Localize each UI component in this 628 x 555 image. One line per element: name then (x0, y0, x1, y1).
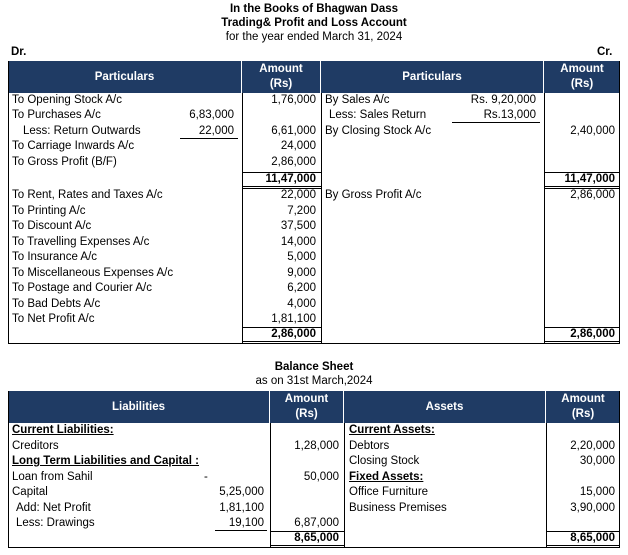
trading-title: In the Books of Bhagwan Dass (229, 3, 399, 15)
bs-left-amount: 1,28,000 (294, 439, 339, 452)
bs-right-label: Office Furniture (349, 486, 429, 498)
bs-left-label: Current Liabilities: (12, 424, 114, 436)
trading-right-label: By Closing Stock A/c (325, 124, 432, 137)
pl-left-label: To Bad Debts A/c (12, 297, 101, 310)
bs-left-label: Capital (12, 486, 48, 498)
pl-left-amount: 22,000 (280, 189, 316, 201)
bs-left-amount: 50,000 (303, 470, 339, 483)
trading-left-amount: 6,61,000 (271, 124, 316, 137)
pl-left-label: To Discount A/c (12, 220, 92, 232)
bs-left-label: Creditors (12, 439, 59, 452)
bs-right-label: Debtors (349, 439, 390, 452)
bs-right-label: Fixed Assets: (349, 470, 424, 483)
bs-left-sub: 5,25,000 (219, 486, 264, 498)
bs-right-amount: 3,90,000 (570, 501, 615, 514)
trading-period: for the year ended March 31, 2024 (225, 31, 403, 43)
pl-left-amount: 7,200 (287, 204, 316, 217)
bs-left-label: Loan from Sahil (12, 470, 93, 483)
bs-left-amount: 6,87,000 (294, 517, 339, 529)
pl-right-amount: 2,86,000 (570, 189, 615, 201)
pl-left-label: To Net Profit A/c (12, 313, 95, 325)
pl-left-amount: 14,000 (280, 235, 316, 248)
trading-right-sub: Rs.13,000 (483, 109, 536, 122)
trading-total-left: 11,47,000 (265, 173, 316, 185)
trading-right-sub: Rs. 9,20,000 (470, 94, 536, 106)
pl-left-amount: 37,500 (280, 220, 316, 232)
trading-subtitle: Trading& Profit and Loss Account (221, 17, 407, 29)
cr-label: Cr. (597, 46, 613, 58)
pl-left-amount: 1,81,100 (271, 313, 316, 325)
trading-left-sub: 6,83,000 (189, 109, 234, 122)
pl-left-label: To Miscellaneous Expenses A/c (12, 266, 174, 279)
balance-title: Balance Sheet (274, 361, 354, 373)
pl-total-left: 2,86,000 (271, 328, 316, 340)
pl-left-amount: 5,000 (287, 251, 316, 263)
bs-left-label: Less: Drawings (16, 517, 95, 529)
pl-left-label: To Rent, Rates and Taxes A/c (12, 189, 163, 201)
header-liabilities: Liabilities (8, 391, 270, 423)
bs-total-left: 8,65,000 (294, 532, 339, 544)
pl-right-label: By Gross Profit A/c (325, 189, 422, 201)
dr-label: Dr. (11, 46, 27, 58)
header-amount-right: Amount (Rs) (544, 61, 620, 93)
trading-left-label: To Gross Profit (B/F) (12, 155, 117, 168)
header-amount-left: Amount (Rs) (242, 61, 321, 93)
bs-right-label: Business Premises (349, 501, 447, 514)
bs-right-label: Closing Stock (349, 455, 420, 467)
bs-left-sub: 19,100 (228, 517, 264, 529)
header-bs-amount-right: Amount (Rs) (546, 391, 620, 423)
bs-right-amount: 2,20,000 (570, 439, 615, 452)
trading-right-label: Less: Sales Return (329, 109, 427, 122)
bs-left-sub: 1,81,100 (219, 501, 264, 514)
trading-right-amount: 2,40,000 (570, 124, 615, 137)
trading-left-amount: 24,000 (280, 140, 316, 153)
pl-total-right: 2,86,000 (570, 328, 615, 340)
header-bs-amount-left: Amount (Rs) (270, 391, 344, 423)
trading-left-sub: 22,000 (198, 124, 234, 137)
bs-left-label: Long Term Liabilities and Capital : (12, 455, 199, 467)
balance-date: as on 31st March,2024 (255, 375, 373, 387)
header-assets: Assets (344, 391, 546, 423)
header-particulars-right: Particulars (321, 61, 544, 93)
trading-left-label: To Purchases A/c (12, 109, 101, 122)
trading-left-label: To Opening Stock A/c (12, 94, 122, 106)
trading-left-amount: 1,76,000 (271, 94, 316, 106)
trading-left-label: Less: Return Outwards (23, 124, 141, 137)
pl-left-amount: 6,200 (287, 282, 316, 294)
bs-right-amount: 30,000 (579, 455, 615, 467)
pl-left-label: To Printing A/c (12, 204, 86, 217)
pl-left-label: To Insurance A/c (12, 251, 98, 263)
bs-left-label: Add: Net Profit (16, 501, 91, 514)
trading-left-label: To Carriage Inwards A/c (12, 140, 135, 153)
pl-left-label: To Postage and Courier A/c (12, 282, 152, 294)
trading-right-label: By Sales A/c (325, 94, 390, 106)
bs-left-sub: - (204, 470, 208, 483)
bs-total-right: 8,65,000 (570, 532, 615, 544)
bs-right-amount: 15,000 (579, 486, 615, 498)
pl-left-amount: 4,000 (287, 297, 316, 310)
trading-total-right: 11,47,000 (564, 173, 615, 185)
pl-left-amount: 9,000 (287, 266, 316, 279)
pl-left-label: To Travelling Expenses A/c (12, 235, 150, 248)
bs-right-label: Current Assets: (349, 424, 435, 436)
trading-left-amount: 2,86,000 (271, 155, 316, 168)
header-particulars-left: Particulars (8, 61, 242, 93)
